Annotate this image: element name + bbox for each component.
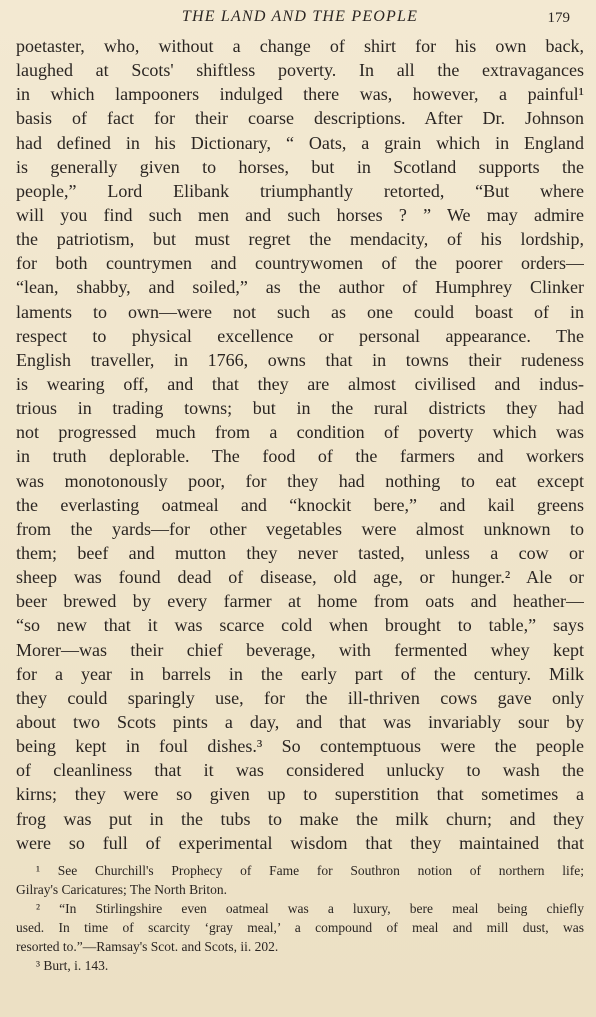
text-line: respect to physical excellence or personal appearance. The (16, 325, 584, 346)
text-line: were so full of experimental wisdom that they maintained that (16, 832, 584, 853)
running-title: THE LAND AND THE PEOPLE (181, 8, 419, 25)
text-line: the patriotism, but must regret the mendacity, of his lordship, (16, 229, 584, 250)
text-line: basis of fact for their coarse descriptions. After Dr. Johnson (16, 108, 584, 129)
text-line: poetaster, who, without a change of shirt for his own back, (16, 36, 584, 56)
footnote-line: ³ Burt, i. 143. (36, 957, 109, 973)
running-head (16, 4, 584, 34)
body-text (16, 34, 584, 855)
text-line: they could sparingly use, for the ill-thriven cows gave only (16, 687, 584, 708)
footnote-line: resorted to.”—Ramsay's Scot. and Scots, ii. 202. (16, 938, 279, 954)
text-line: for a year in barrels in the early part of the century. Milk (16, 663, 584, 684)
text-line: trious in trading towns; but in the rural districts they had (16, 398, 584, 419)
text-line: frog was put in the tubs to make the milk churn; and they (16, 808, 584, 829)
text-line: laments to own—were not such as one could boast of in (16, 301, 584, 322)
text-line: “lean, shabby, and soiled,” as the author of Humphrey Clinker (16, 277, 584, 298)
footnote-line: used. In time of scarcity ‘gray meal,’ a compound of meal and mill dust, was (16, 919, 584, 935)
text-line: about two Scots pints a day, and that was invariably sour by (16, 711, 584, 732)
footnote-line: ¹ See Churchill's Prophecy of Fame for Southron notion of northern life; (36, 862, 584, 878)
text-line: laughed at Scots' shiftless poverty. In all the extravagances (16, 60, 584, 81)
text-line: from the yards—for other vegetables were almost unknown to (16, 518, 584, 539)
text-line: people,” Lord Elibank triumphantly retorted, “But where (16, 180, 584, 201)
text-line: English traveller, in 1766, owns that in towns their rudeness (16, 349, 584, 370)
text-line: in truth deplorable. The food of the farmers and workers (16, 446, 584, 467)
text-line: not progressed much from a condition of poverty which was (16, 422, 584, 443)
text-line: beer brewed by every farmer at home from oats and heather— (16, 591, 584, 612)
text-line: them; beef and mutton they never tasted, unless a cow or (16, 542, 584, 563)
footnotes (16, 861, 584, 975)
text-line: was monotonously poor, for they had nothing to eat except (16, 470, 584, 491)
text-line: the everlasting oatmeal and “knockit bere,” and kail greens (16, 494, 584, 515)
text-line: is generally given to horses, but in Scotland supports the (16, 156, 584, 177)
text-line: of cleanliness that it was considered unlucky to wash the (16, 760, 584, 781)
footnote-line: Gilray's Caricatures; The North Briton. (16, 881, 228, 897)
text-line: sheep was found dead of disease, old age, or hunger.² Ale or (16, 567, 584, 588)
text-line: is wearing off, and that they are almost civilised and indus- (16, 373, 584, 394)
text-line: “so new that it was scarce cold when brought to table,” says (16, 615, 584, 636)
text-line: will you find such men and such horses ? ” We may admire (16, 204, 584, 225)
text-line: being kept in foul dishes.³ So contemptuous were the people (16, 736, 584, 757)
text-line: kirns; they were so given up to superstition that sometimes a (16, 784, 584, 805)
text-line: for both countrymen and countrywomen of the poorer orders— (16, 253, 584, 274)
footnote-line: ² “In Stirlingshire even oatmeal was a luxury, bere meal being chiefly (36, 900, 584, 916)
text-line: in which lampooners indulged there was, however, a painful¹ (16, 84, 584, 105)
text-line: had defined in his Dictionary, “ Oats, a grain which in England (16, 132, 584, 153)
page-number: 179 (547, 10, 570, 26)
text-line: Morer—was their chief beverage, with fermented whey kept (16, 639, 584, 660)
